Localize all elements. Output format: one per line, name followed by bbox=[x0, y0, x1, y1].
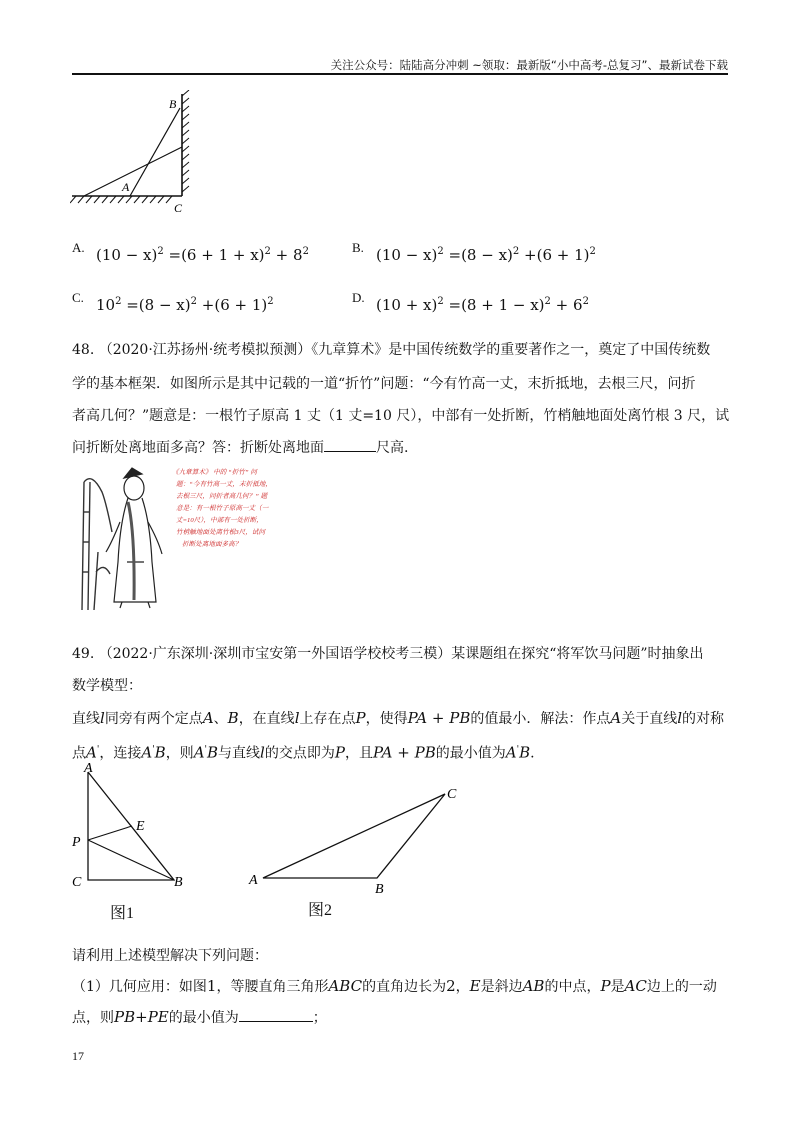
fig-top-label-a: A bbox=[122, 180, 130, 194]
figure-ladder-wall bbox=[70, 90, 200, 218]
fig1-caption: 图1 bbox=[110, 905, 135, 922]
q49-line-1: 49. （2022·广东深圳·深圳市宝安第一外国语学校校考三模）某课题组在探究“将军饮马问题”时抽象出 bbox=[72, 646, 704, 662]
q48-line-2: 学的基本框架．如图所示是其中记载的一道“折竹”问题：“今有竹高一丈，末折抵地，去根三尺，问折 bbox=[72, 376, 696, 392]
fig2-label-c: C bbox=[447, 787, 457, 802]
q49-line-2: 数学模型： bbox=[72, 678, 142, 694]
q49-sub2-line: 点，则PB+PE的最小值为 ； bbox=[72, 1008, 327, 1026]
fig2-label-b: B bbox=[375, 882, 384, 895]
option-a-letter: A. bbox=[72, 240, 85, 255]
svg-text:丈=10尺），中部有一处折断，: 丈=10尺），中部有一处折断， bbox=[176, 517, 263, 524]
fig-top-label-c: C bbox=[174, 201, 183, 215]
svg-text:去根三尺，问折者高几何？” 题: 去根三尺，问折者高几何？” 题 bbox=[176, 493, 268, 500]
svg-text:折断处离地面多高？: 折断处离地面多高？ bbox=[182, 541, 242, 548]
q49-line-4: 点A'，连接A'B，则A'B与直线l的交点即为P，且PA + PB的最小值为A'B. bbox=[72, 743, 535, 762]
fig1-label-a: A bbox=[84, 761, 93, 776]
fig1-label-e: E bbox=[136, 819, 145, 834]
page-header: 关注公众号：陆陆高分冲刺 ~领取：最新版“小中高考-总复习”、最新试卷下载 bbox=[330, 58, 728, 72]
page-number: 17 bbox=[72, 1049, 84, 1063]
q49-prompt: 请利用上述模型解决下列问题： bbox=[72, 948, 268, 964]
option-d-expression: $(10 + x)^2 =(8 + 1 - x)^2 + 6^2$ bbox=[376, 296, 589, 314]
q48-line-4: 问折断处离地面多高？答：折断处离地面 尺高. bbox=[72, 437, 408, 458]
option-a-expression: $(10 - x)^2 =(6 + 1 + x)^2 + 8^2$ bbox=[96, 246, 309, 264]
q49-line-3: 直线l同旁有两个定点A、B，在直线l上存在点P，使得PA + PB的值最小．解法：作点A关于直线l的对称 bbox=[72, 709, 725, 727]
figure-1 bbox=[70, 760, 200, 892]
svg-text:竹梢触地面处离竹根3尺，试问: 竹梢触地面处离竹根3尺，试问 bbox=[176, 529, 266, 536]
q48-illustration-text bbox=[172, 468, 272, 548]
svg-text:意是：有一根竹子原高一丈（一: 意是：有一根竹子原高一丈（一 bbox=[176, 505, 269, 512]
q48-line-1: 48. （2020·江苏扬州·统考模拟预测）《九章算术》是中国传统数学的重要著作之一，奠定了中国传统数 bbox=[72, 342, 711, 358]
fig1-label-c: C bbox=[72, 875, 82, 890]
option-b-expression: $(10 - x)^2 =(8 - x)^2 +(6 + 1)^2$ bbox=[376, 246, 596, 264]
fig1-label-b: B bbox=[174, 875, 183, 890]
q49-sub1-line: （1）几何应用：如图1，等腰直角三角形ABC的直角边长为2，E是斜边AB的中点，P是AC边上的一动 bbox=[72, 977, 717, 995]
fig-top-label-b: B bbox=[169, 97, 177, 111]
option-d-letter: D. bbox=[352, 290, 365, 305]
svg-text:题：“今有竹高一丈，末折抵地，: 题：“今有竹高一丈，末折抵地， bbox=[176, 481, 272, 488]
q48-line-3: 者高几何？”题意是：一根竹子原高 1 丈（1 丈=10 尺），中部有一处折断，竹梢触地面处离竹根 3 尺，试 bbox=[72, 408, 730, 424]
option-b-letter: B. bbox=[352, 240, 364, 255]
header-rule bbox=[72, 73, 728, 75]
fig2-caption: 图2 bbox=[308, 902, 333, 919]
svg-text:《九章算术》 中的 “折竹” 问: 《九章算术》 中的 “折竹” 问 bbox=[172, 469, 257, 476]
option-c-letter: C. bbox=[72, 290, 84, 305]
figure-2 bbox=[245, 780, 470, 895]
fig1-label-p: P bbox=[72, 835, 81, 850]
q48-answer-blank bbox=[324, 437, 376, 452]
option-c-expression: $10^2 =(8 - x)^2 +(6 + 1)^2$ bbox=[96, 296, 274, 314]
q48-illustration bbox=[72, 462, 282, 612]
q49-answer-blank bbox=[239, 1007, 313, 1022]
fig2-label-a: A bbox=[249, 873, 258, 888]
